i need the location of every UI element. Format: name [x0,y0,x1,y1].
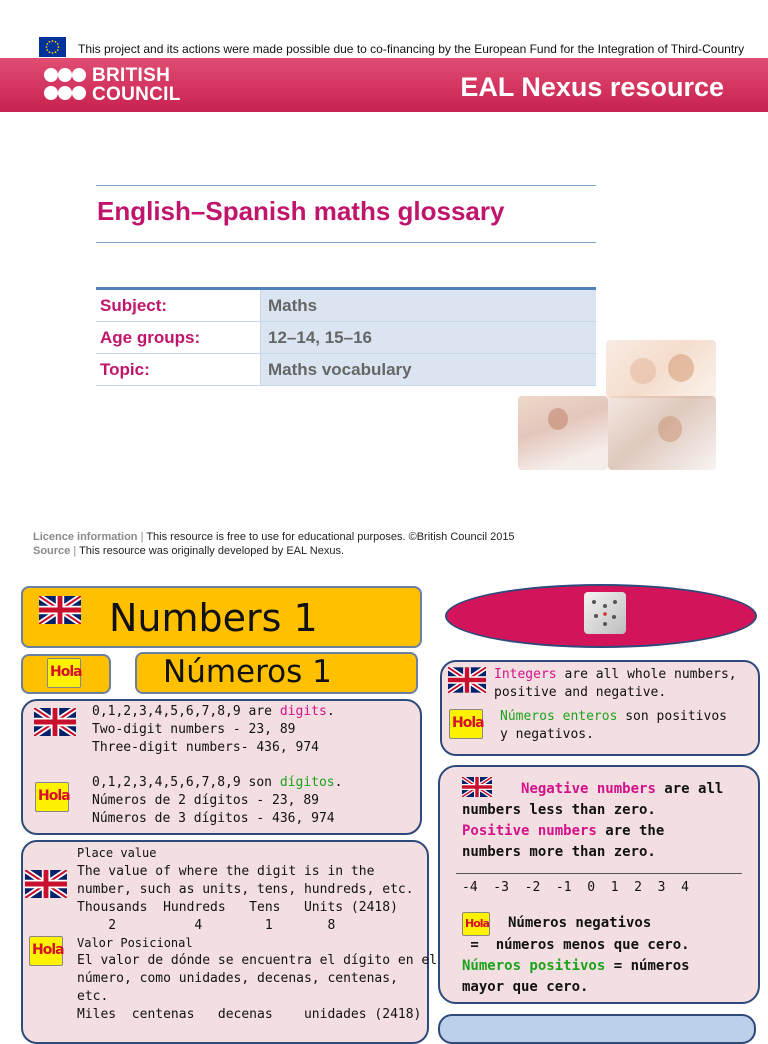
negative-numbers-term: Negative numbers [521,781,656,797]
hola-icon: Hola [29,936,63,966]
numbers-title-box [21,586,422,648]
digitos-term: dígitos [279,775,335,790]
source-label: Source [33,545,71,557]
numeros-negativos-term: Números negativos [508,915,652,931]
licence-separator: | [140,531,144,543]
meta-row-subject [96,290,596,322]
negative-numbers-card [438,765,760,1004]
hola-icon: Hola [462,912,490,936]
title-rule-top [96,185,596,186]
students-photo-collage [518,340,718,472]
uk-flag-icon [39,596,81,624]
meta-label: Subject: [100,296,168,315]
numeros-title-box [135,652,418,694]
place-value-card [21,840,438,1044]
uk-flag-icon [448,667,486,693]
place-value-es-text: El valor de dónde se encuentra el dígito en el número, como unidades, decenas, centenas, etc. Miles centenas decenas unidades (2418) [77,953,438,1022]
digits-term: digits [279,704,327,719]
digits-card [21,699,422,835]
licence-label: Licence information [33,531,138,543]
meta-value: Maths [260,290,596,321]
number-line: -4 -3 -2 -1 0 1 2 3 4 [462,880,689,895]
licence-info [33,530,515,558]
integers-card [440,660,760,756]
integers-en-text: Integers are all whole numbers, positive and negative. [494,667,737,700]
positive-numbers-term: Positive numbers [462,823,597,839]
hola-icon: Hola [35,782,69,812]
numeros-enteros-term: Números enteros [500,709,618,724]
uk-flag-icon [25,870,67,898]
source-separator: | [73,545,77,557]
digits-es-text: 0,1,2,3,4,5,6,7,8,9 son dígitos. Números de 2 dígitos - 23, 89 Números de 3 dígitos - 436, 974 [92,775,343,826]
next-card [438,1014,756,1044]
meta-label: Topic: [100,360,150,379]
dice-icon [584,592,626,634]
dice-oval [445,584,757,648]
logo-dots-icon [44,68,86,104]
divider [456,873,742,874]
meta-value: Maths vocabulary [260,354,596,385]
numeros-title: Números 1 [163,654,332,690]
hola-icon: Hola [449,709,483,739]
negative-en-text: Negative numbers are all numbers less than zero. Positive numbers are the numbers more than zero. [462,781,724,860]
page-title: English–Spanish maths glossary [97,196,505,226]
title-rule-bottom [96,242,596,243]
cofinancing-note: This project and its actions were made possible due to co-financing by the European Fund for the Integration of Third-Country [78,42,745,56]
source-text: This resource was originally developed by EAL Nexus. [79,545,345,557]
place-value-heading: Place value [77,846,157,860]
negative-es-text: = números menos que cero. Números positivos = números mayor que cero. [462,937,690,995]
integers-term: Integers [494,667,557,682]
licence-text: This resource is free to use for educational purposes. ©British Council 2015 [146,531,515,543]
meta-value: 12–14, 15–16 [260,322,596,353]
british-council-logo [44,66,204,108]
digits-en-text: 0,1,2,3,4,5,6,7,8,9 are digits. Two-digit numbers - 23, 89 Three-digit numbers- 436, 974 [92,704,335,755]
valor-posicional-heading: Valor Posicional [77,936,193,950]
numbers-title: Numbers 1 [109,596,318,640]
logo-line-2: COUNCIL [92,84,181,105]
uk-flag-icon [34,708,76,736]
hola-icon: Hola [47,658,81,688]
hola-title-box [21,654,111,694]
eu-flag-icon [39,37,66,57]
integers-es-text: Números enteros son positivos y negativos. [500,709,727,742]
place-value-en-text: The value of where the digit is in the number, such as units, tens, hundreds, etc. Thousands Hundreds Tens Units (2418) 2 4 1 8 [77,864,414,933]
logo-line-1: BRITISH [92,65,171,86]
numeros-positivos-term: Números positivos [462,958,606,974]
resource-label: EAL Nexus resource [460,72,724,102]
meta-label: Age groups: [100,328,201,347]
